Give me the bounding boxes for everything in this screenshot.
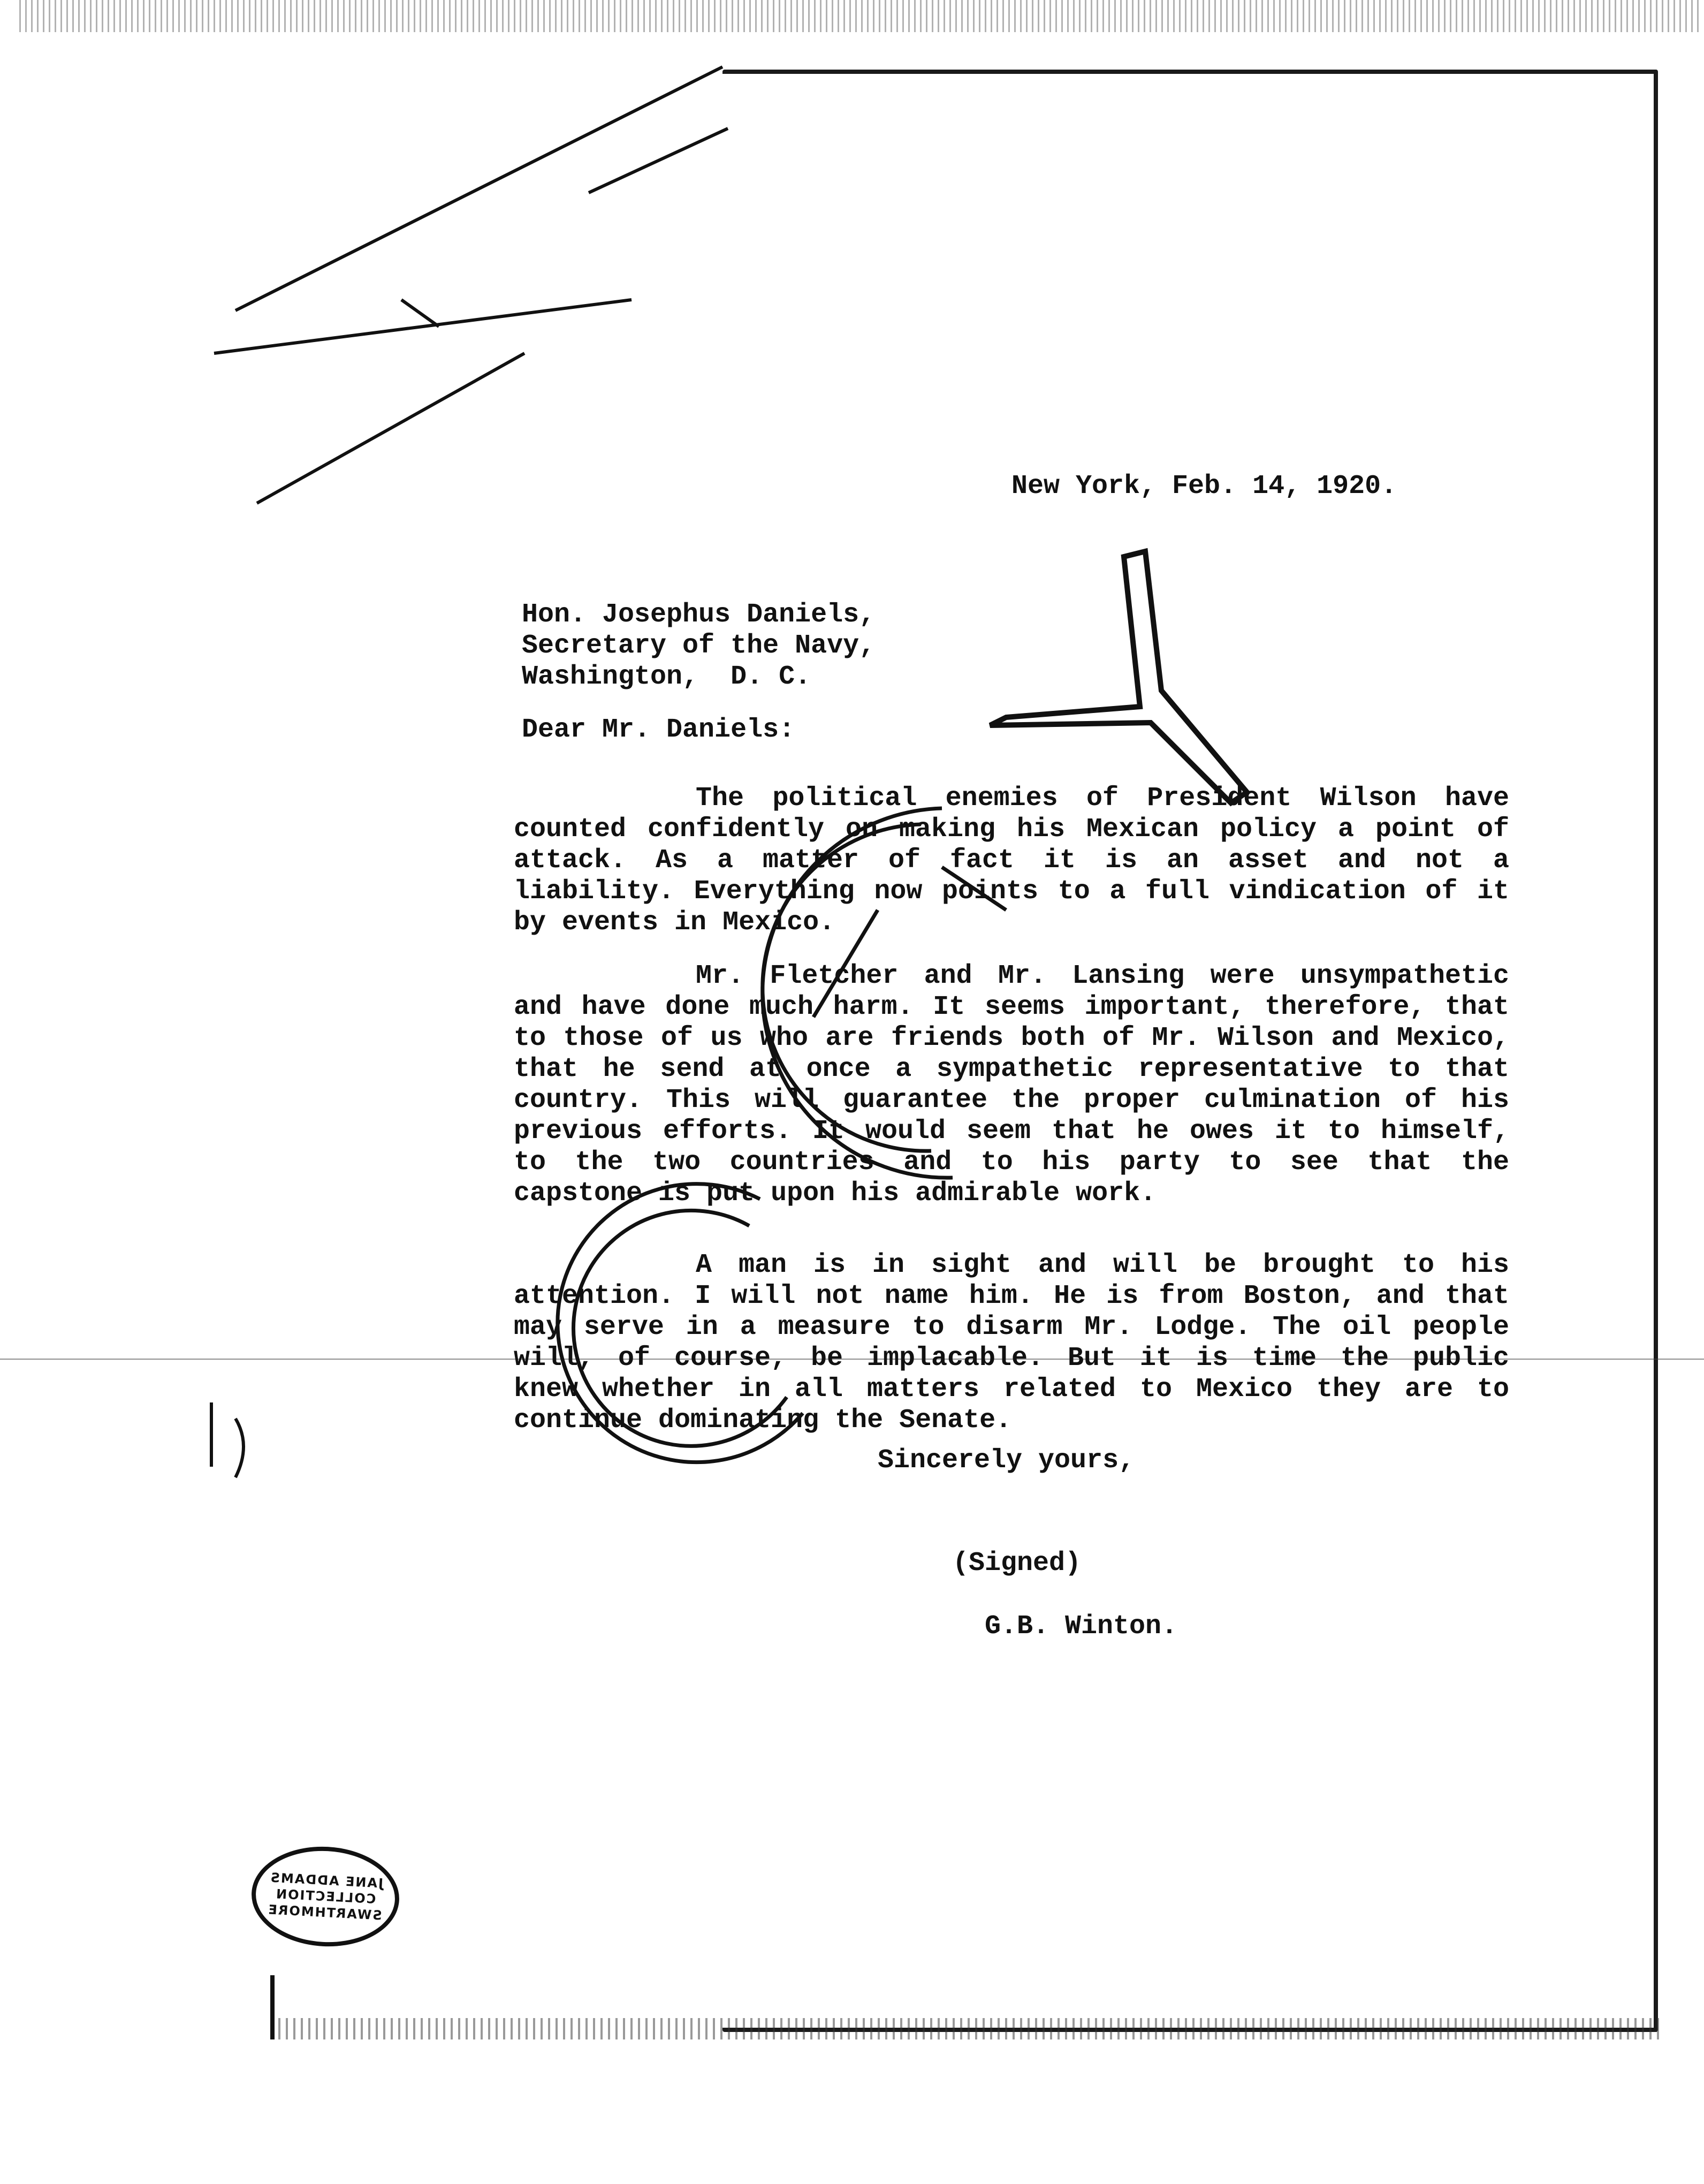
salutation: Dear Mr. Daniels:: [522, 715, 795, 745]
paragraph-1: The political enemies of President Wilson have counted confidently on making his Mexican policy a point of attack. As a matter of fact it is an asset and not a liability. Everything now points to a full vindication of it by events in Mexico.: [514, 783, 1509, 938]
signer-name: G.B. Winton.: [985, 1611, 1178, 1642]
stamp-line-3: SWARTHMORE: [267, 1902, 383, 1923]
signed-note: (Signed): [953, 1548, 1082, 1579]
stamp-line-1: JANE ADDAMS: [269, 1870, 384, 1891]
paragraph-3: A man is in sight and will be brought to his attention. I will not name him. He is from Boston, and that may serve in a measure to disarm Mr. Lodge. The oil people will, of course, be implacable. But it is time the public knew whether in all matters related to Mexico they are to continue dominating the Senate.: [514, 1250, 1509, 1436]
y-shape-mark: [990, 551, 1247, 803]
letter-date: New York, Feb. 14, 1920.: [1011, 471, 1397, 502]
left-margin-mark: [211, 1402, 244, 1477]
recipient-line-1: Hon. Josephus Daniels,: [522, 600, 876, 630]
recipient-line-2: Secretary of the Navy,: [522, 631, 876, 661]
stamp-line-2: COLLECTION: [275, 1886, 376, 1907]
recipient-line-3: Washington, D. C.: [522, 662, 811, 692]
corner-fold-marks: [214, 67, 728, 503]
paragraph-2: Mr. Fletcher and Mr. Lansing were unsympathetic and have done much harm. It seems important, therefore, that to those of us who are friends both of Mr. Wilson and Mexico, that he send at once a sympathetic representative to that country. This will guarantee the proper culmination of his previous efforts. It would seem that he owes it to himself, to the two countries and to his party to see that the capstone is put upon his admirable work.: [514, 961, 1509, 1209]
recipient-address: [522, 600, 875, 693]
closing: Sincerely yours,: [878, 1445, 1135, 1476]
